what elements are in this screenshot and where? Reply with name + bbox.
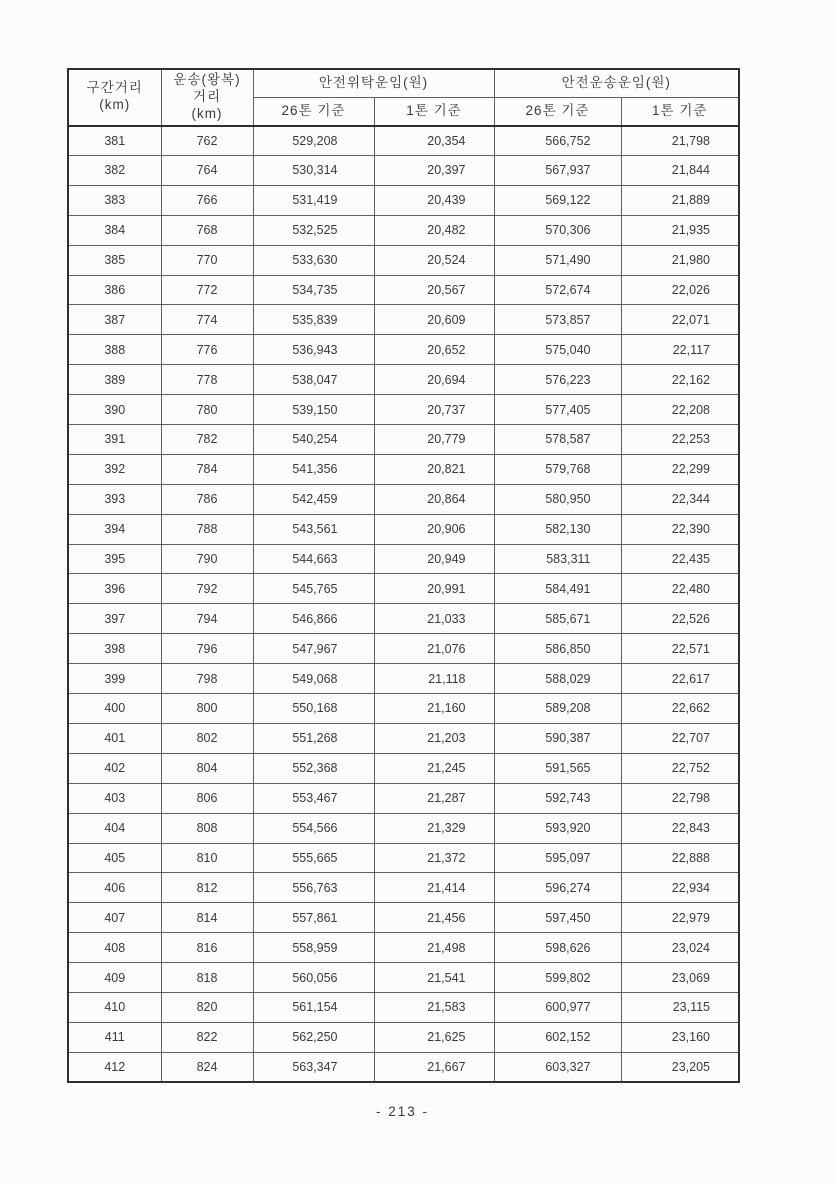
table-cell: 21,667 — [374, 1052, 494, 1082]
table-header — [68, 69, 739, 126]
table-cell: 794 — [161, 604, 253, 634]
table-cell: 790 — [161, 544, 253, 574]
table-cell: 530,314 — [253, 156, 374, 186]
table-cell: 392 — [68, 454, 161, 484]
table-cell: 792 — [161, 574, 253, 604]
table-cell: 20,779 — [374, 425, 494, 455]
table-cell: 824 — [161, 1052, 253, 1082]
table-cell: 556,763 — [253, 873, 374, 903]
table-cell: 599,802 — [494, 963, 621, 993]
table-cell: 772 — [161, 275, 253, 305]
table-cell: 814 — [161, 903, 253, 933]
table-cell: 22,117 — [621, 335, 739, 365]
table-cell: 21,118 — [374, 664, 494, 694]
table-cell: 21,541 — [374, 963, 494, 993]
table-cell: 397 — [68, 604, 161, 634]
table-cell: 20,949 — [374, 544, 494, 574]
table-cell: 400 — [68, 694, 161, 724]
table-row — [68, 1052, 739, 1082]
table-cell: 411 — [68, 1022, 161, 1052]
table-cell: 22,934 — [621, 873, 739, 903]
table-cell: 786 — [161, 484, 253, 514]
table-cell: 21,844 — [621, 156, 739, 186]
table-cell: 21,583 — [374, 992, 494, 1022]
table-row — [68, 126, 739, 156]
table-cell: 774 — [161, 305, 253, 335]
table-cell: 403 — [68, 783, 161, 813]
table-cell: 21,329 — [374, 813, 494, 843]
table-cell: 546,866 — [253, 604, 374, 634]
table-cell: 603,327 — [494, 1052, 621, 1082]
table-cell: 778 — [161, 365, 253, 395]
table-cell: 22,662 — [621, 694, 739, 724]
table-cell: 386 — [68, 275, 161, 305]
table-cell: 22,888 — [621, 843, 739, 873]
table-cell: 20,652 — [374, 335, 494, 365]
table-cell: 23,160 — [621, 1022, 739, 1052]
table-row — [68, 484, 739, 514]
table-cell: 20,694 — [374, 365, 494, 395]
table-cell: 596,274 — [494, 873, 621, 903]
table-row — [68, 544, 739, 574]
table-cell: 20,906 — [374, 514, 494, 544]
table-cell: 385 — [68, 245, 161, 275]
table-cell: 22,979 — [621, 903, 739, 933]
page-number: - 213 - — [375, 1104, 430, 1119]
table-cell: 23,205 — [621, 1052, 739, 1082]
table-cell: 804 — [161, 753, 253, 783]
subheader-consignment-26ton: 26톤 기준 — [253, 97, 374, 125]
table-cell: 571,490 — [494, 245, 621, 275]
table-cell: 22,435 — [621, 544, 739, 574]
table-cell: 563,347 — [253, 1052, 374, 1082]
table-cell: 396 — [68, 574, 161, 604]
table-cell: 822 — [161, 1022, 253, 1052]
table-cell: 22,480 — [621, 574, 739, 604]
table-cell: 23,069 — [621, 963, 739, 993]
header-section-distance-line1: 구간거리 — [86, 80, 143, 96]
table-cell: 593,920 — [494, 813, 621, 843]
table-cell: 820 — [161, 992, 253, 1022]
table-row — [68, 395, 739, 425]
table-cell: 387 — [68, 305, 161, 335]
table-row — [68, 873, 739, 903]
table-cell: 566,752 — [494, 126, 621, 156]
table-cell: 588,029 — [494, 664, 621, 694]
table-row — [68, 514, 739, 544]
table-cell: 784 — [161, 454, 253, 484]
table-cell: 576,223 — [494, 365, 621, 395]
table-cell: 542,459 — [253, 484, 374, 514]
table-cell: 22,707 — [621, 723, 739, 753]
table-row — [68, 694, 739, 724]
table-cell: 547,967 — [253, 634, 374, 664]
table-row — [68, 335, 739, 365]
table-cell: 602,152 — [494, 1022, 621, 1052]
table-row — [68, 634, 739, 664]
table-cell: 21,498 — [374, 933, 494, 963]
table-cell: 21,160 — [374, 694, 494, 724]
table-cell: 20,567 — [374, 275, 494, 305]
table-cell: 762 — [161, 126, 253, 156]
table-row — [68, 664, 739, 694]
table-row — [68, 1022, 739, 1052]
table-cell: 21,980 — [621, 245, 739, 275]
table-cell: 21,076 — [374, 634, 494, 664]
table-cell: 541,356 — [253, 454, 374, 484]
table-cell: 21,414 — [374, 873, 494, 903]
table-cell: 22,798 — [621, 783, 739, 813]
table-cell: 388 — [68, 335, 161, 365]
table-cell: 398 — [68, 634, 161, 664]
table-cell: 570,306 — [494, 215, 621, 245]
table-cell: 557,861 — [253, 903, 374, 933]
table-cell: 399 — [68, 664, 161, 694]
table-cell: 20,397 — [374, 156, 494, 186]
table-cell: 555,665 — [253, 843, 374, 873]
freight-rate-table — [67, 68, 740, 1083]
table-cell: 788 — [161, 514, 253, 544]
table-cell: 22,526 — [621, 604, 739, 634]
table-cell: 572,674 — [494, 275, 621, 305]
table-cell: 21,625 — [374, 1022, 494, 1052]
table-cell: 21,456 — [374, 903, 494, 933]
table-cell: 595,097 — [494, 843, 621, 873]
table-cell: 21,935 — [621, 215, 739, 245]
header-safe-consignment-freight-group: 안전위탁운임(원) — [253, 69, 494, 97]
table-cell: 818 — [161, 963, 253, 993]
table-cell: 401 — [68, 723, 161, 753]
table-cell: 592,743 — [494, 783, 621, 813]
table-cell: 531,419 — [253, 185, 374, 215]
header-transport-distance-line1: 운송(왕복) — [173, 72, 241, 87]
table-cell: 409 — [68, 963, 161, 993]
table-cell: 22,026 — [621, 275, 739, 305]
table-cell: 21,372 — [374, 843, 494, 873]
table-cell: 533,630 — [253, 245, 374, 275]
table-cell: 21,203 — [374, 723, 494, 753]
table-cell: 381 — [68, 126, 161, 156]
table-row — [68, 215, 739, 245]
table-cell: 550,168 — [253, 694, 374, 724]
table-row — [68, 963, 739, 993]
table-cell: 20,609 — [374, 305, 494, 335]
table-cell: 22,617 — [621, 664, 739, 694]
table-cell: 585,671 — [494, 604, 621, 634]
table-row — [68, 156, 739, 186]
table-cell: 383 — [68, 185, 161, 215]
table-cell: 407 — [68, 903, 161, 933]
table-cell: 561,154 — [253, 992, 374, 1022]
table-row — [68, 992, 739, 1022]
table-cell: 560,056 — [253, 963, 374, 993]
table-cell: 22,344 — [621, 484, 739, 514]
table-cell: 405 — [68, 843, 161, 873]
table-cell: 589,208 — [494, 694, 621, 724]
table-cell: 389 — [68, 365, 161, 395]
table-cell: 20,991 — [374, 574, 494, 604]
table-cell: 766 — [161, 185, 253, 215]
table-cell: 408 — [68, 933, 161, 963]
table-cell: 816 — [161, 933, 253, 963]
table-cell: 22,071 — [621, 305, 739, 335]
table-cell: 20,354 — [374, 126, 494, 156]
table-cell: 394 — [68, 514, 161, 544]
subheader-consignment-1ton: 1톤 기준 — [374, 97, 494, 125]
table-cell: 384 — [68, 215, 161, 245]
table-cell: 395 — [68, 544, 161, 574]
table-cell: 812 — [161, 873, 253, 903]
table-cell: 810 — [161, 843, 253, 873]
table-cell: 796 — [161, 634, 253, 664]
table-cell: 22,571 — [621, 634, 739, 664]
table-cell: 404 — [68, 813, 161, 843]
table-cell: 21,889 — [621, 185, 739, 215]
table-cell: 597,450 — [494, 903, 621, 933]
table-cell: 20,524 — [374, 245, 494, 275]
table-cell: 802 — [161, 723, 253, 753]
table-row — [68, 813, 739, 843]
table-cell: 21,033 — [374, 604, 494, 634]
table-cell: 543,561 — [253, 514, 374, 544]
table-cell: 20,439 — [374, 185, 494, 215]
table-cell: 569,122 — [494, 185, 621, 215]
table-cell: 573,857 — [494, 305, 621, 335]
table-cell: 780 — [161, 395, 253, 425]
table-cell: 21,798 — [621, 126, 739, 156]
table-cell: 536,943 — [253, 335, 374, 365]
table-cell: 22,843 — [621, 813, 739, 843]
table-cell: 806 — [161, 783, 253, 813]
table-cell: 21,245 — [374, 753, 494, 783]
header-transport-distance-unit: (km) — [191, 105, 223, 121]
header-section-distance — [68, 69, 161, 126]
table-cell: 529,208 — [253, 126, 374, 156]
table-cell: 390 — [68, 395, 161, 425]
table-cell: 393 — [68, 484, 161, 514]
table-cell: 538,047 — [253, 365, 374, 395]
table-row — [68, 454, 739, 484]
table-cell: 22,752 — [621, 753, 739, 783]
table-cell: 535,839 — [253, 305, 374, 335]
table-cell: 586,850 — [494, 634, 621, 664]
table-cell: 20,482 — [374, 215, 494, 245]
table-cell: 578,587 — [494, 425, 621, 455]
table-body — [68, 126, 739, 1083]
table-cell: 391 — [68, 425, 161, 455]
table-row — [68, 574, 739, 604]
table-row — [68, 843, 739, 873]
table-cell: 21,287 — [374, 783, 494, 813]
table-cell: 544,663 — [253, 544, 374, 574]
table-row — [68, 425, 739, 455]
table-cell: 562,250 — [253, 1022, 374, 1052]
table-cell: 22,390 — [621, 514, 739, 544]
header-section-distance-unit: (km) — [99, 97, 131, 113]
table-cell: 582,130 — [494, 514, 621, 544]
table-cell: 600,977 — [494, 992, 621, 1022]
table-cell: 768 — [161, 215, 253, 245]
table-cell: 410 — [68, 992, 161, 1022]
table-cell: 553,467 — [253, 783, 374, 813]
table-cell: 580,950 — [494, 484, 621, 514]
table-cell: 584,491 — [494, 574, 621, 604]
table-cell: 22,162 — [621, 365, 739, 395]
table-cell: 539,150 — [253, 395, 374, 425]
table-cell: 598,626 — [494, 933, 621, 963]
table-cell: 22,253 — [621, 425, 739, 455]
table-cell: 534,735 — [253, 275, 374, 305]
table-row — [68, 903, 739, 933]
table-cell: 412 — [68, 1052, 161, 1082]
table-cell: 545,765 — [253, 574, 374, 604]
table-row — [68, 933, 739, 963]
table-row — [68, 723, 739, 753]
table-cell: 540,254 — [253, 425, 374, 455]
table-cell: 402 — [68, 753, 161, 783]
table-row — [68, 783, 739, 813]
table-cell: 23,024 — [621, 933, 739, 963]
table-cell: 23,115 — [621, 992, 739, 1022]
subheader-transport-1ton: 1톤 기준 — [621, 97, 739, 125]
table-cell: 406 — [68, 873, 161, 903]
table-cell: 770 — [161, 245, 253, 275]
table-cell: 22,299 — [621, 454, 739, 484]
table-cell: 577,405 — [494, 395, 621, 425]
table-cell: 591,565 — [494, 753, 621, 783]
table-cell: 532,525 — [253, 215, 374, 245]
table-cell: 764 — [161, 156, 253, 186]
table-cell: 579,768 — [494, 454, 621, 484]
table-row — [68, 275, 739, 305]
table-cell: 808 — [161, 813, 253, 843]
table-cell: 558,959 — [253, 933, 374, 963]
table-cell: 575,040 — [494, 335, 621, 365]
table-cell: 22,208 — [621, 395, 739, 425]
table-row — [68, 185, 739, 215]
table-cell: 20,864 — [374, 484, 494, 514]
table-row — [68, 365, 739, 395]
header-safe-transport-freight-group: 안전운송운임(원) — [494, 69, 739, 97]
table-cell: 552,368 — [253, 753, 374, 783]
table-cell: 551,268 — [253, 723, 374, 753]
table-row — [68, 305, 739, 335]
subheader-transport-26ton: 26톤 기준 — [494, 97, 621, 125]
table-cell: 583,311 — [494, 544, 621, 574]
table-cell: 590,387 — [494, 723, 621, 753]
table-cell: 798 — [161, 664, 253, 694]
table-cell: 20,821 — [374, 454, 494, 484]
table-cell: 20,737 — [374, 395, 494, 425]
table-cell: 382 — [68, 156, 161, 186]
table-cell: 554,566 — [253, 813, 374, 843]
header-transport-roundtrip-distance — [161, 69, 253, 126]
table-cell: 567,937 — [494, 156, 621, 186]
table-row — [68, 245, 739, 275]
table-cell: 782 — [161, 425, 253, 455]
table-row — [68, 604, 739, 634]
table-row — [68, 753, 739, 783]
table-cell: 549,068 — [253, 664, 374, 694]
header-transport-distance-line2: 거리 — [192, 88, 222, 104]
table-cell: 800 — [161, 694, 253, 724]
table-cell: 776 — [161, 335, 253, 365]
